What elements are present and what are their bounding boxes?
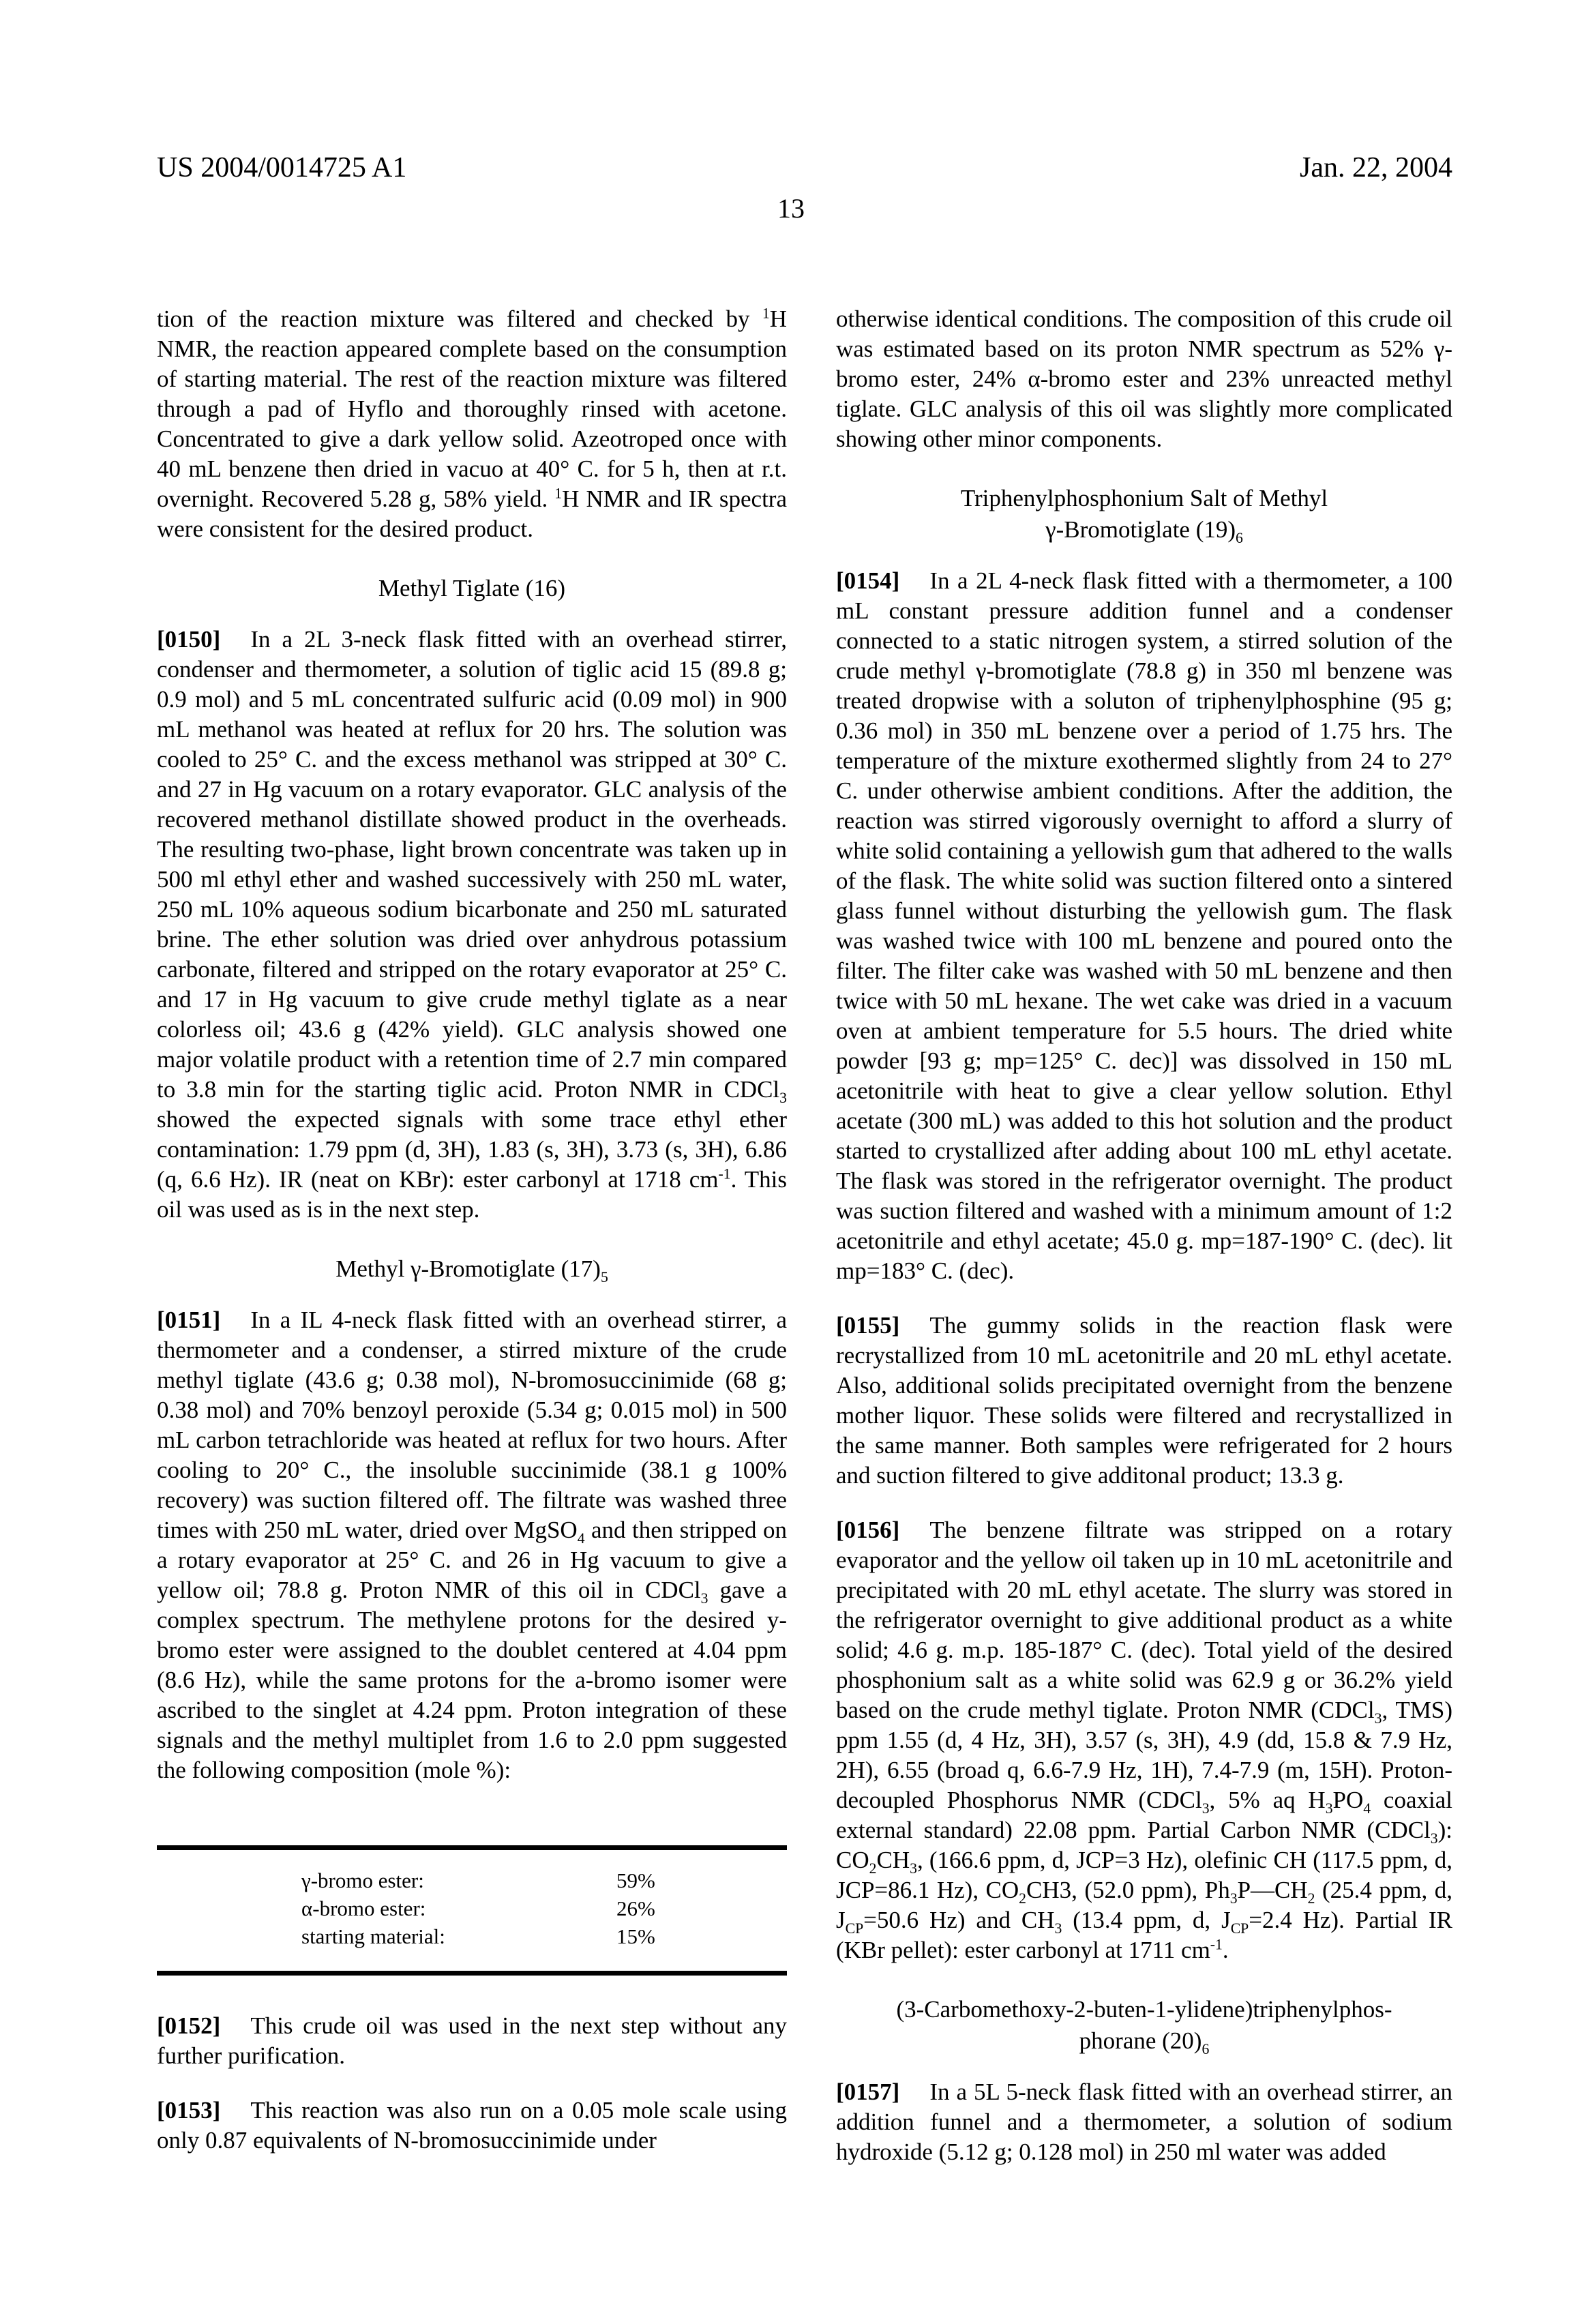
paragraph-0155 — [836, 1311, 1452, 1491]
paragraph-text-0153: This reaction was also run on a 0.05 mole scale using only 0.87 equivalents of N-bromosuccinimide under — [157, 2097, 787, 2154]
paragraph-0154 — [836, 566, 1452, 1286]
table-row — [157, 1866, 787, 1894]
paragraph-0151 — [157, 1305, 787, 1785]
paragraph-continuation-right: otherwise identical conditions. The composition of this crude oil was estimated based on its proton NMR spectrum as 52% γ-bromo ester, 24% α-bromo ester and 23% unreacted methyl tiglate. GLC analysis of this oil was slightly more complicated showing other minor components. — [836, 306, 1452, 452]
paragraph-text-0157: In a 5L 5-neck flask fitted with an overhead stirrer, an addition funnel and a thermometer, a solution of sodium hydroxide (5.12 g; 0.128 mol) in 250 ml water was added — [836, 2079, 1452, 2165]
table-row-label: γ-bromo ester: — [301, 1868, 424, 1892]
paragraph-tag-0157: [0157] — [836, 2079, 900, 2105]
paragraph-tag-0156: [0156] — [836, 1517, 900, 1543]
table-row-value: 26% — [616, 1896, 655, 1920]
paragraph-0153 — [157, 2096, 787, 2156]
paragraph-text-0152: This crude oil was used in the next step without any further purification. — [157, 2012, 787, 2069]
section-heading-triphenylphosphonium-salt — [836, 483, 1452, 546]
composition-table — [157, 1845, 787, 1976]
paragraph-text-0150: In a 2L 3-neck flask fitted with an overhead stirrer, condenser and thermometer, a solution of tiglic acid 15 (89.8 g; 0.9 mol) and 5 mL concentrated sulfuric acid (0.09 mol) in 900 mL methanol was heated at reflux for 20 hrs. The solution was cooled to 25° C. and the excess methanol was stripped at 30° C. and 27 in Hg vacuum on a rotary evaporator. GLC analysis of the recovered methanol distillate showed product in the overheads. The resulting two-phase, light brown concentrate was taken up in 500 ml ethyl ether and washed successively with 250 mL water, 250 mL 10% aqueous sodium bicarbonate and 250 mL saturated brine. The ether solution was dried over anhydrous potassium carbonate, filtered and stripped on the rotary evaporator at 25° C. and 17 in Hg vacuum to give crude methyl tiglate as a near colorless oil; 43.6 g (42% yield). GLC analysis showed one major volatile product with a retention time of 2.7 min compared to 3.8 min for the starting tiglic acid. Proton NMR in CDCl$_3$ showed the expected signals with some trace ethyl ether contamination: 1.79 ppm (d, 3H), 1.83 (s, 3H), 3.73 (s, 3H), 6.86 (q, 6.6 Hz). IR (neat on KBr): ester carbonyl at 1718 $cm^{-1}$. This oil was used as is in the next step. — [157, 626, 787, 1223]
paragraph-0157 — [836, 2077, 1452, 2167]
section-heading-methyl-gamma-bromotiglate: Methyl γ-Bromotiglate $(17)_5$ — [335, 1255, 608, 1285]
table-row — [157, 1894, 787, 1922]
table-row-label: starting material: — [301, 1924, 445, 1948]
publication-number: US 2004/0014725 A1 — [157, 152, 407, 183]
paragraph-text-0156: The benzene filtrate was stripped on a rotary evaporator and the yellow oil taken up in 10 mL acetonitrile and precipitated with 20 mL ethyl acetate. The slurry was stored in the refrigerator overnight to give additional product as a white solid; 4.6 g. m.p. 185-187° C. (dec). Total yield of the desired phosphonium salt as a white solid was 62.9 g or 36.2% yield based on the crude methyl tiglate. Proton NMR (CDCl$_3$, TMS) ppm 1.55 (d, 4 Hz, 3H), 3.57 (s, 3H), 4.9 (dd, 15.8 & 7.9 Hz, 2H), 6.55 (broad q, 6.6-7.9 Hz, 1H), 7.4-7.9 (m, 15H). Proton-decoupled Phosphorus NMR (CDCl$_3$, 5% aq $H_3PO_4$ coaxial external standard) 22.08 ppm. Partial Carbon NMR (CDCl$_3$): $CO_2CH_3$, (166.6 ppm, d, JCP=3 Hz), olefinic CH (117.5 ppm, d, JCP=86.1 Hz), $CO_2CH3$, (52.0 ppm), $Ph_3P—CH_2$ (25.4 ppm, d, $J_{CP}=50.6$ Hz) and $CH_3$ (13.4 ppm, d, $J_{CP}=2.4$ Hz). Partial IR (KBr pellet): ester carbonyl at 1711 $cm^{-1}$. — [836, 1517, 1452, 1963]
right-column — [836, 304, 1452, 2192]
paragraph-text-0151: In a IL 4-neck flask fitted with an overhead stirrer, a thermometer and a condenser, a stirred mixture of the crude methyl tiglate (43.6 g; 0.38 mol), N-bromosuccinimide (68 g; 0.38 mol) and 70% benzoyl peroxide (5.34 g; 0.015 mol) in 500 mL carbon tetrachloride was heated at reflux for two hours. After cooling to 20° C., the insoluble succinimide (38.1 g 100% recovery) was suction filtered off. The filtrate was washed three times with 250 mL water, dried over MgSO$_4$ and then stripped on a rotary evaporator at 25° C. and 26 in Hg vacuum to give a yellow oil; 78.8 g. Proton NMR of this oil in CDCl$_3$ gave a complex spectrum. The methylene protons for the desired y-bromo ester were assigned to the doublet centered at 4.04 ppm (8.6 Hz), while the same protons for the a-bromo isomer were ascribed to the singlet at 4.24 ppm. Proton integration of these signals and the methyl multiplet from 1.6 to 2.0 ppm suggested the following composition (mole %): — [157, 1307, 787, 1783]
table-row-value: 59% — [616, 1868, 655, 1892]
publication-date: Jan. 22, 2004 — [1300, 152, 1452, 183]
table-row-value: 15% — [616, 1924, 655, 1948]
table-row — [157, 1922, 787, 1950]
paragraph-0156 — [836, 1515, 1452, 1965]
page-number: 13 — [777, 193, 805, 224]
table-row-label: α-bromo ester: — [301, 1896, 426, 1920]
heading-line: γ-Bromotiglate $(19)_6$ — [1045, 516, 1243, 546]
paragraph-0152 — [157, 2011, 787, 2071]
left-column — [157, 304, 787, 2180]
paragraph-tag-0154: [0154] — [836, 567, 900, 594]
paragraph-tag-0151: [0151] — [157, 1307, 221, 1333]
paragraph-text-0155: The gummy solids in the reaction flask were recrystallized from 10 mL acetonitrile and 20 mL ethyl acetate. Also, additional solids precipitated overnight from the benzene mother liquor. These solids were filtered and recrystallized in the same manner. Both samples were refrigerated for 2 hours and suction filtered to give additonal product; 13.3 g. — [836, 1312, 1452, 1489]
heading-line: (3-Carbomethoxy-2-buten-1-ylidene)triphenylphos- — [896, 1996, 1392, 2023]
paragraph-tag-0150: [0150] — [157, 626, 221, 653]
paragraph-continuation-left: tion of the reaction mixture was filtered and checked by $^1$H NMR, the reaction appeared complete based on the consumption of starting material. The rest of the reaction mixture was filtered through a pad of Hyflo and thoroughly rinsed with acetone. Concentrated to give a dark yellow solid. Azeotroped once with 40 mL benzene then dried in vacuo at 40° C. for 5 h, then at r.t. overnight. Recovered 5.28 g, 58% yield. $^1$H NMR and IR spectra were consistent for the desired product. — [157, 305, 787, 542]
paragraph-tag-0152: [0152] — [157, 2012, 221, 2039]
heading-line: Triphenylphosphonium Salt of Methyl — [960, 485, 1328, 511]
paragraph-text-0154: In a 2L 4-neck flask fitted with a thermometer, a 100 mL constant pressure addition funnel and a condenser connected to a static nitrogen system, a stirred solution of the crude methyl γ-bromotiglate (78.8 g) in 350 ml benzene was treated dropwise with a soluton of triphenylphosphine (95 g; 0.36 mol) in 350 mL benzene over a period of 1.75 hrs. The temperature of the mixture exothermed slightly from 24 to 27° C. under otherwise ambient conditions. After the addition, the reaction was stirred vigorously overnight to afford a slurry of white solid containing a yellowish gum that adhered to the walls of the flask. The white solid was suction filtered onto a sintered glass funnel without disturbing the yellowish gum. The flask was washed twice with 100 mL benzene and poured onto the filter. The filter cake was washed with 50 mL benzene and then twice with 50 mL hexane. The wet cake was dried in a vacuum oven at ambient temperature for 5.5 hours. The dried white powder [93 g; mp=125° C. dec)] was dissolved in 150 mL acetonitrile with heat to give a clear yellow solution. Ethyl acetate (300 mL) was added to this hot solution and the product started to crystallized after adding about 100 mL ethyl acetate. The flask was stored in the refrigerator overnight. The product was suction filtered and washed with a minimum amount of 1:2 acetonitrile and ethyl acetate; 45.0 g. mp=187-190° C. (dec). lit mp=183° C. (dec). — [836, 567, 1452, 1284]
paragraph-0150 — [157, 625, 787, 1225]
section-heading-carbomethoxy-phorane — [836, 1994, 1452, 2057]
paragraph-tag-0153: [0153] — [157, 2097, 221, 2124]
section-heading-methyl-tiglate: Methyl Tiglate (16) — [378, 575, 566, 601]
heading-line: phorane $(20)_6$ — [1079, 2027, 1210, 2057]
paragraph-tag-0155: [0155] — [836, 1312, 900, 1339]
